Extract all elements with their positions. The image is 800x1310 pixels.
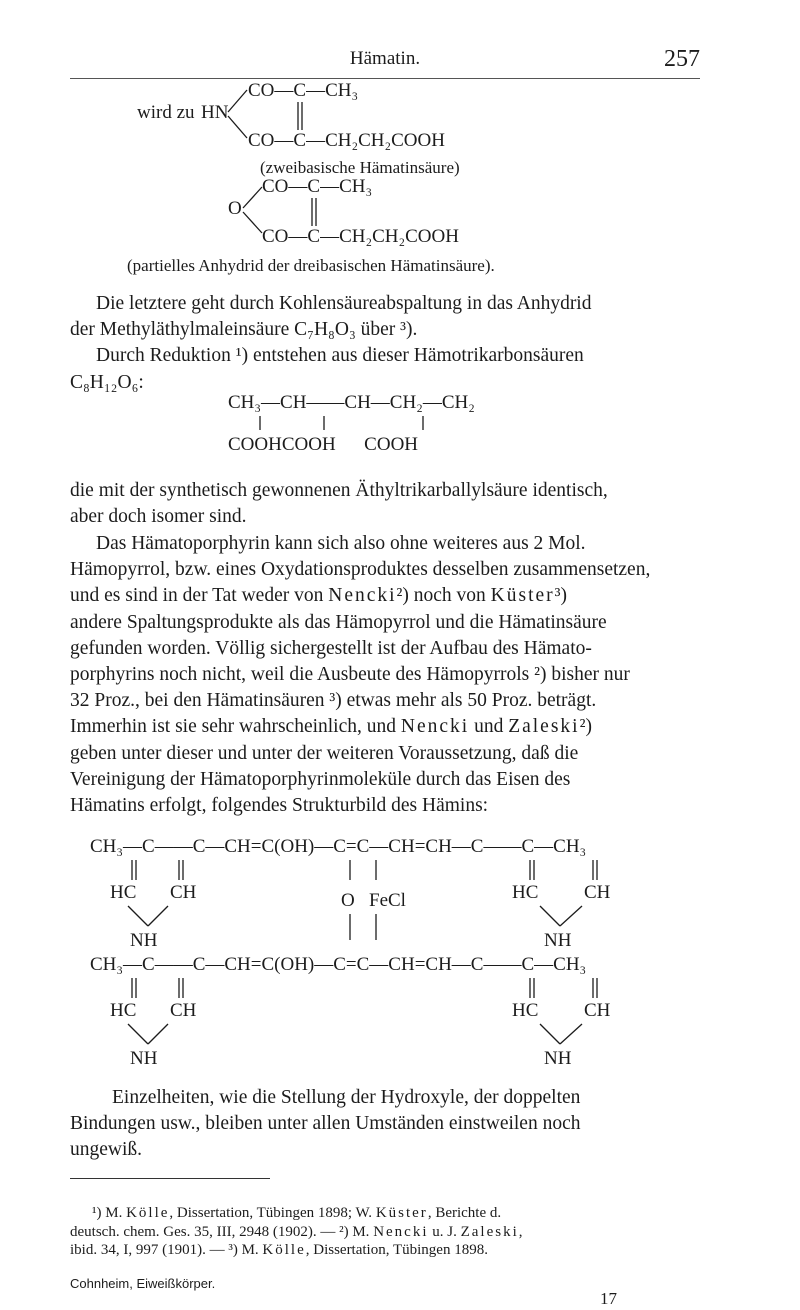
formula4-ch-3: CH bbox=[170, 1000, 197, 1021]
formula4-nh-4: NH bbox=[544, 1048, 572, 1069]
running-header bbox=[70, 46, 700, 74]
fn-author-kuester: Küster bbox=[375, 1205, 428, 1221]
page-number: 257 bbox=[664, 46, 700, 72]
hamatinsaeure-formulas bbox=[0, 80, 800, 320]
formula1-lower: CO—C—CH₂CH₂COOH bbox=[248, 130, 445, 151]
para3-line5: gefunden worden. Völlig sichergestellt ist der Aufbau des Hämato- bbox=[70, 637, 592, 659]
formula4-fecl: FeCl bbox=[369, 890, 406, 911]
author-kuester: Küster bbox=[490, 585, 555, 607]
formula1-caption: (zweibasische Hämatinsäure) bbox=[260, 158, 460, 177]
para3-line3a: und es sind in der Tat weder von bbox=[70, 585, 329, 607]
formula4-ch-2: CH bbox=[584, 882, 611, 903]
footnote-line2 bbox=[70, 1223, 702, 1242]
para3-line6: porphyrins noch nicht, weil die Ausbeute des Hämopyrrols ²) bisher nur bbox=[70, 664, 630, 686]
fn2c: , bbox=[518, 1223, 523, 1240]
fn1a: ¹) M. bbox=[92, 1205, 127, 1221]
para3-line3 bbox=[70, 583, 702, 609]
para4-line3: ungewiß. bbox=[70, 1139, 143, 1161]
running-title: Hämatin. bbox=[349, 48, 421, 69]
paragraph-identisch bbox=[70, 478, 702, 530]
formula4-hc-2: HC bbox=[512, 882, 539, 903]
formula4-hc-4: HC bbox=[512, 1000, 539, 1021]
formula4-nh-3: NH bbox=[130, 1048, 158, 1069]
fn-author-zaleski: Zaleski bbox=[460, 1223, 519, 1240]
formula4-top-chain: CH₃—C——C—CH=C(OH)—C=C—CH=CH—C——C—CH₃ bbox=[90, 836, 587, 857]
header-rule bbox=[70, 78, 700, 79]
footnotes bbox=[70, 1204, 702, 1260]
formula3-chain: CH₃—CH——CH—CH₂—CH₂ bbox=[228, 392, 475, 413]
para3-line8b: und bbox=[469, 716, 509, 738]
fn3b: , Dissertation, Tübingen 1898. bbox=[305, 1242, 488, 1258]
para3-line2: Hämopyrrol, bzw. eines Oxydationsproduktes desselben zusammensetzen, bbox=[70, 559, 651, 581]
formula1-hn: HN bbox=[201, 102, 229, 123]
fn1b: , Dissertation, Tübingen 1898; W. bbox=[169, 1205, 376, 1221]
para2-line2: aber doch isomer sind. bbox=[70, 506, 247, 528]
fn-author-koelle: Kölle bbox=[126, 1205, 170, 1221]
formula4-nh-2: NH bbox=[544, 930, 572, 951]
sheet-number: 17 bbox=[600, 1289, 617, 1308]
haemotrikarbonsaeure-formula bbox=[0, 388, 800, 460]
fn3a: ibid. 34, I, 997 (1901). — ³) M. bbox=[70, 1242, 263, 1258]
para3-line9: geben unter dieser und unter der weiteren Voraussetzung, daß die bbox=[70, 742, 579, 764]
formula2-lower: CO—C—CH₂CH₂COOH bbox=[262, 226, 459, 247]
author-nencki: Nencki bbox=[328, 585, 397, 607]
fn2b: u. J. bbox=[428, 1223, 461, 1240]
para3-line3b: ²) noch von bbox=[396, 585, 491, 607]
fn2a: deutsch. chem. Ges. 35, III, 2948 (1902). — ²) M. bbox=[70, 1223, 374, 1240]
formula4-hc-1: HC bbox=[110, 882, 137, 903]
para3-line3c: ³) bbox=[554, 585, 568, 607]
paragraph-kohlensaeure bbox=[70, 291, 702, 396]
para3-line8a: Immerhin ist sie sehr wahrscheinlich, und bbox=[70, 716, 401, 738]
formula1-upper: CO—C—CH₃ bbox=[248, 80, 359, 101]
formula3-groups: COOHCOOH COOH bbox=[228, 434, 419, 455]
formula4-oxygen: O bbox=[341, 890, 355, 911]
author-nencki-2: Nencki bbox=[400, 716, 470, 738]
para2-line1: die mit der synthetisch gewonnenen Äthyltrikarballylsäure identisch, bbox=[70, 480, 608, 501]
fn-author-koelle-2: Kölle bbox=[262, 1242, 306, 1258]
para4-line2: Bindungen usw., bleiben unter allen Umständen einstweilen noch bbox=[70, 1113, 581, 1135]
formula2-caption: (partielles Anhydrid der dreibasischen Hämatinsäure). bbox=[127, 256, 495, 275]
author-zaleski: Zaleski bbox=[508, 716, 580, 738]
fn1c: , Berichte d. bbox=[427, 1205, 502, 1221]
para1-line2: der Methyläthylmaleinsäure C₇H₈O₃ über ³). bbox=[70, 319, 418, 341]
haemin-structure-formula bbox=[0, 830, 800, 1100]
formula2-oxygen: O bbox=[228, 198, 242, 219]
formula4-ch-1: CH bbox=[170, 882, 197, 903]
para1-line1: Die letztere geht durch Kohlensäureabspaltung in das Anhydrid bbox=[96, 293, 592, 314]
para3-line8 bbox=[70, 714, 702, 740]
para3-line4: andere Spaltungsprodukte als das Hämopyrrol und die Hämatinsäure bbox=[70, 611, 607, 633]
para1-line3: Durch Reduktion ¹) entstehen aus dieser Hämotrikarbonsäuren bbox=[96, 345, 584, 367]
para3-line10: Vereinigung der Hämatoporphyrinmoleküle durch das Eisen des bbox=[70, 768, 571, 790]
footnote-line3 bbox=[70, 1241, 702, 1260]
para1-line4: C₈H₁₂O₆: bbox=[70, 371, 144, 393]
para3-line1: Das Hämatoporphyrin kann sich also ohne weiteres aus 2 Mol. bbox=[96, 533, 586, 554]
para3-line7: 32 Proz., bei den Hämatinsäuren ³) etwas mehr als 50 Proz. beträgt. bbox=[70, 690, 597, 712]
paragraph-haematoporphyrin bbox=[70, 531, 702, 819]
formula4-ch-4: CH bbox=[584, 1000, 611, 1021]
formula4-hc-3: HC bbox=[110, 1000, 137, 1021]
formula2-upper: CO—C—CH₃ bbox=[262, 176, 373, 197]
formula1-intro: wird zu bbox=[137, 102, 195, 123]
para3-line8c: ²) bbox=[579, 716, 592, 738]
formula4-mid-chain: CH₃—C——C—CH=C(OH)—C=C—CH=CH—C——C—CH₃ bbox=[90, 954, 587, 975]
signature-line: Cohnheim, Eiweißkörper. bbox=[70, 1276, 216, 1291]
formula4-nh-1: NH bbox=[130, 930, 158, 951]
paragraph-einzelheiten bbox=[70, 1085, 702, 1164]
fn-author-nencki: Nencki bbox=[373, 1223, 429, 1240]
footnote-line1 bbox=[70, 1204, 702, 1223]
para3-line11: Hämatins erfolgt, folgendes Strukturbild des Hämins: bbox=[70, 795, 489, 817]
footnote-rule bbox=[70, 1178, 270, 1179]
para4-line1: Einzelheiten, wie die Stellung der Hydroxyle, der doppelten bbox=[112, 1087, 581, 1108]
